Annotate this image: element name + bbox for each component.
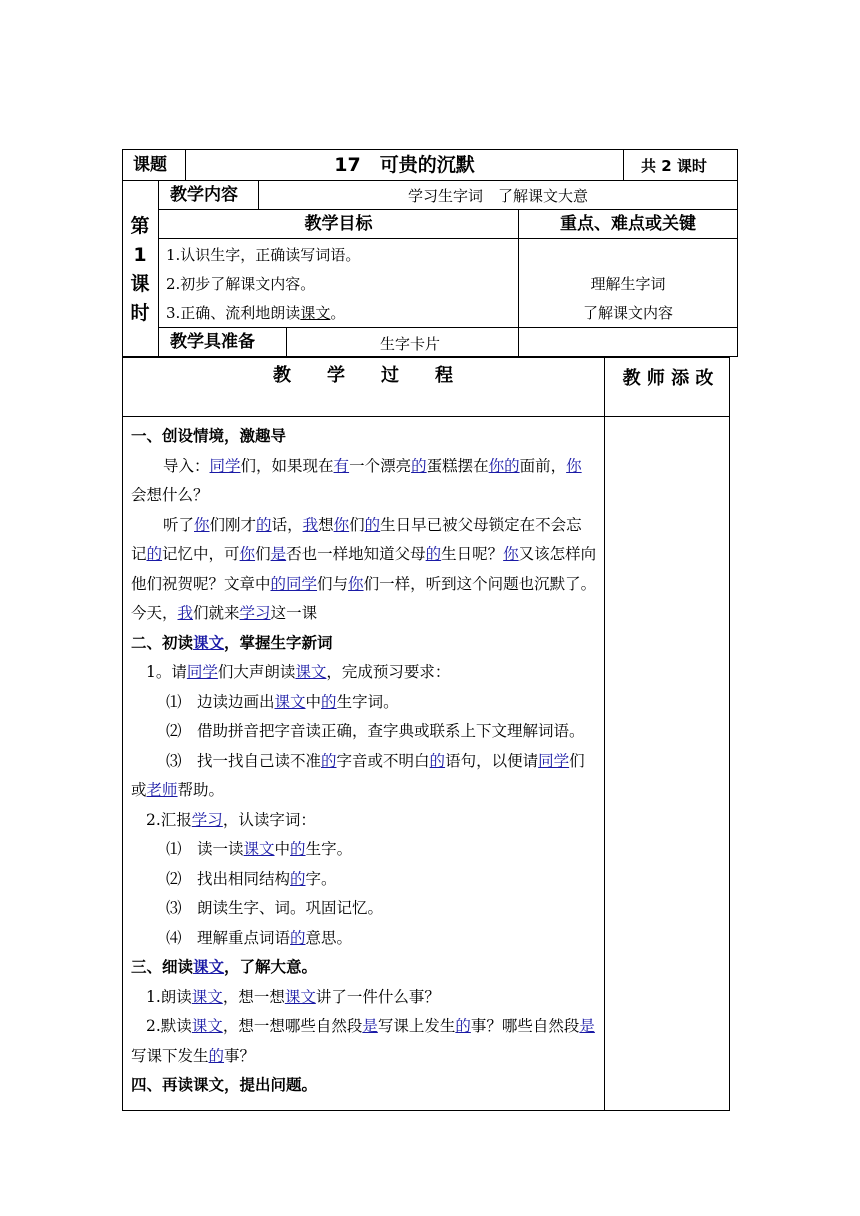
rule [729, 357, 730, 1111]
list-item: ⑶ 找一找自己读不准的字音或不明白的语句，以便请同学们或老师帮助。 [131, 751, 585, 799]
section-title: 四、再读课文，提出问题。 [131, 1076, 318, 1094]
rule [122, 149, 738, 150]
rule [122, 180, 738, 181]
rule [158, 209, 738, 210]
subject-label: 课题 [133, 155, 167, 175]
period-count: 共 2 课时 [641, 157, 707, 175]
lesson-title: 17 可贵的沉默 [334, 154, 475, 176]
paragraph: 听了你们刚才的话，我想你们的生日早已被父母锁定在不会忘记的记忆中，可你们是否也一样地知道父母的生日呢？你又该怎样向他们祝贺呢？文章中的同学们与你们一样，听到这个问题也沉默了。今天，我们就来学习这一课 [131, 515, 597, 622]
tools-label: 教学具准备 [170, 332, 255, 352]
list-item: ⑶ 朗读生字、词。巩固记忆。 [166, 899, 384, 917]
key-point: 理解生字词 [590, 275, 666, 293]
rule [604, 357, 605, 1111]
section-title: 二、初读课文，掌握生字新词 [131, 633, 333, 652]
rule [122, 416, 730, 417]
goals-label: 教学目标 [304, 214, 373, 234]
rule [623, 149, 624, 181]
rule [122, 357, 123, 1111]
list-item: ⑴ 边读边画出课文中的生字词。 [166, 692, 399, 711]
section-title: 一、创设情境，激趣导 [131, 427, 287, 445]
content-value: 学习生字词 了解课文大意 [407, 187, 588, 205]
key-label: 重点、难点或关键 [560, 214, 696, 234]
goal-item: 3.正确、流利地朗读课文。 [166, 304, 346, 322]
lesson-number-label: 第 1 课 时 [130, 215, 150, 324]
section-title: 三、细读课文，了解大意。 [131, 958, 318, 976]
paragraph: 1.朗读课文，想一想课文讲了一件什么事？ [146, 987, 440, 1006]
tools-value: 生字卡片 [380, 335, 441, 353]
paragraph: 2.默读课文，想一想哪些自然段是写课上发生的事？哪些自然段是写课下发生的事？ [131, 1017, 595, 1065]
goal-item: 2.初步了解课文内容。 [166, 275, 316, 293]
paragraph: 导入：同学们，如果现在有一个漂亮的蛋糕摆在你的面前，你会想什么？ [131, 456, 582, 504]
list-item: ⑴ 读一读课文中的生字。 [166, 840, 353, 858]
process-body [131, 422, 597, 1101]
rule [286, 327, 287, 357]
process-heading: 教 学 过 程 [273, 365, 453, 386]
rule [737, 149, 738, 357]
list-item: ⑷ 理解重点词语的意思。 [166, 928, 353, 947]
rule [122, 1110, 730, 1111]
rule [122, 357, 730, 358]
content-label: 教学内容 [170, 185, 238, 205]
goal-item: 1.认识生字，正确读写词语。 [166, 246, 361, 264]
list-item: ⑵ 找出相同结构的字。 [166, 869, 337, 888]
rule [158, 180, 159, 357]
list-item: ⑵ 借助拼音把字音读正确，查字典或联系上下文理解词语。 [166, 722, 585, 740]
paragraph: 2.汇报学习，认读字词： [146, 810, 316, 829]
paragraph: 1。请同学们大声朗读课文，完成预习要求： [146, 663, 451, 681]
teacher-note-label: 教 师 添 改 [622, 368, 714, 389]
rule [158, 238, 738, 239]
rule [158, 327, 738, 328]
key-point: 了解课文内容 [582, 304, 673, 322]
